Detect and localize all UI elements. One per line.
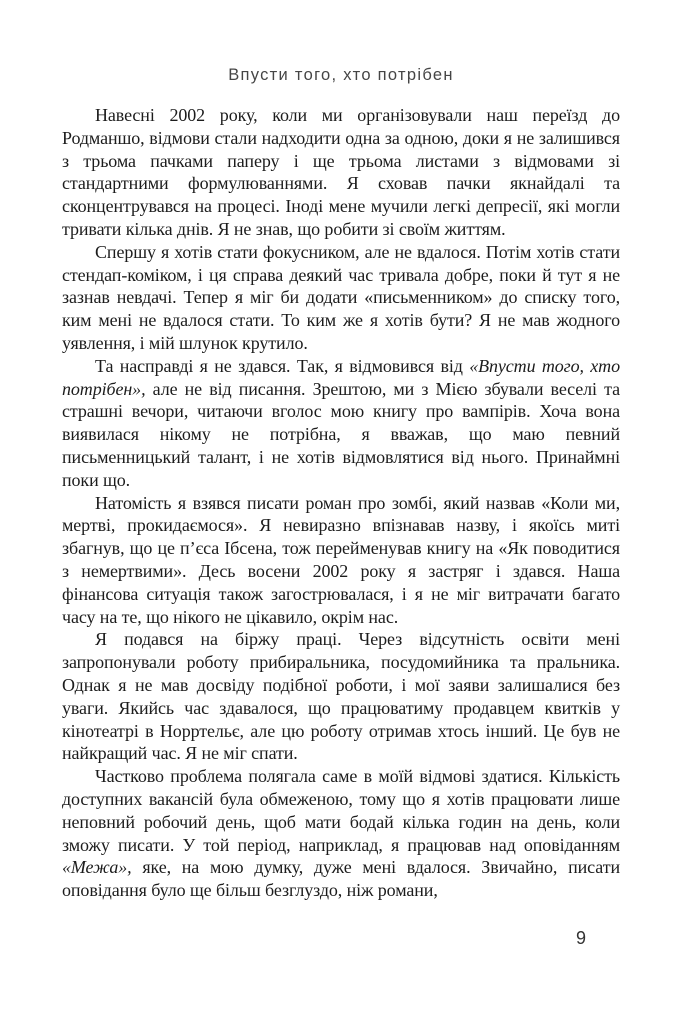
text-segment: яке, на мою думку, дуже мені вдалося. Звичайно, писати оповідання було ще більш безглуздо, ніж романи,	[62, 857, 620, 901]
paragraph	[62, 241, 620, 355]
paragraph	[62, 355, 620, 492]
running-header: Впусти того, хто потрібен	[228, 66, 454, 84]
paragraph	[62, 765, 620, 902]
text-segment: Спершу я хотів стати фокусником, але не вдалося. Потім хотів стати стендап-коміком, і ця справа деякий час тривала добре, поки й тут я не зазнав невдачі. Тепер я міг би додати «письменником» до списку того, ким мені не вдалося стати. То ким же я хотів бути? Я не мав жодного уявлення, і мій шлунок крутило.	[62, 241, 620, 353]
text-segment: Я подався на біржу праці. Через відсутність освіти мені запропонували роботу прибиральника, посудомийника та пральника. Однак я не мав досвіду подібної роботи, і мої заяви залишалися без уваги. Якийсь час здавалося, що працюватиму продавцем квитків у кінотеатрі в Норртельє, але цю роботу отримав хтось інший. Це був не найкращий час. Я не міг спати.	[62, 629, 620, 764]
text-segment: Натомість я взявся писати роман про зомбі, який назвав «Коли ми, мертві, прокидаємося». Я невиразно впізнавав назву, і якоїсь миті збагнув, що це п’єса Ібсена, тож перейменував книгу на «Як поводитися з немертвими». Десь восени 2002 року я застряг і здався. Наша фінансова ситуація також загострювалася, і я не міг витрачати багато часу на те, що нікого не цікавило, окрім нас.	[62, 492, 620, 627]
paragraph	[62, 628, 620, 765]
page-number: 9	[575, 928, 586, 948]
text-segment: Та насправді я не здався. Так, я відмовився від	[95, 355, 470, 376]
text-segment: але не від писання. Зрештою, ми з Мією збували веселі та страшні вечори, читаючи вголос мою книгу про вампірів. Хоча вона виявилася нікому не потрібна, я вважав, що маю певний письменницький талант, і не хотів відмовлятися від нього. Принаймні поки що.	[62, 378, 620, 490]
text-block	[62, 104, 620, 902]
paragraph	[62, 104, 620, 241]
text-segment: Частково проблема полягала саме в моїй відмові здатися. Кількість доступних вакансій була обмеженою, тому що я хотів працювати лише неповний робочий день, щоб мати бодай кілька годин на день, коли зможу писати. У той період, наприклад, я працював над оповіданням	[62, 766, 620, 855]
book-title-italic: «Межа»,	[62, 857, 132, 878]
paragraph	[62, 492, 620, 629]
book-title-italic: «Впусти того, хто потрібен»,	[62, 355, 620, 399]
text-segment: Навесні 2002 року, коли ми організовували наш переїзд до Родманшо, відмови стали надходити одна за одною, доки я не залишився з трьома пачками паперу і ще трьома листами з відмовами зі стандартними формулюваннями. Я сховав пачки якнайдалі та сконцентрувався на процесі. Іноді мене мучили легкі депресії, які могли тривати кілька днів. Я не знав, що робити зі своїм життям.	[62, 105, 620, 239]
